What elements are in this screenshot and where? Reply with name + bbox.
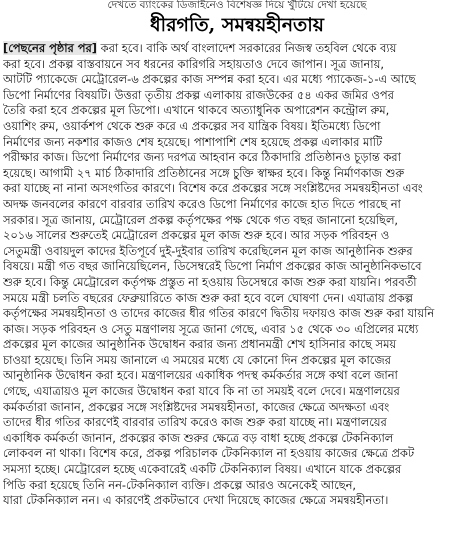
article-line: সরকার। সূত্র জানায়, মেট্রোরেল প্রকল্প কর্তৃপক্ষের পক্ষ থেকে গত বছর জানানো হয়েছিল, (3, 212, 399, 227)
article-line: নির্মাণের জন্য নকশার কাজও শেষ হয়েছে। পাশাপাশি শেষ হয়েছে প্রকল্প এলাকার মাটি (3, 134, 383, 149)
article-line: করা যাচ্ছে না নানা অসংগতির কারণে। বিশেষ করে প্রকল্পের সঙ্গে সংশ্লিষ্টদের সমন্বয়হীনতা এবং (3, 181, 423, 196)
article-body (3, 41, 471, 541)
article-line: শুরু হবে। কিন্তু মেট্রোরেল কর্তৃপক্ষ প্রস্তুত না হওয়ায় ডিসেম্বরে কাজ শুরু করা যায়নি। পরবর্তী (3, 274, 417, 289)
continued-label: [পেছনের পৃষ্ঠার পর] (3, 41, 97, 55)
article-line: চাওয়া হয়েছে। তিনি সময় জানালে এ সময়ের মধ্যে যে কোনো দিন প্রকল্পের মূল কাজের (3, 352, 391, 367)
article-line: ২০১৬ সালের শুরুতেই মেট্রোরেল প্রকল্পের মূল কাজ শুরু হবে। আর সড়ক পরিবহন ও (3, 228, 390, 243)
article-line: কর্মকর্তারা জানান, প্রকল্পের সঙ্গে সংশ্লিষ্টদের সমন্বয়হীনতা, কাজের ক্ষেত্রে অদক্ষতা এবং (3, 399, 390, 414)
article-line: বিষয়ে। মন্ত্রী গত বছর জানিয়েছিলেন, ডিসেম্বরেই ডিপো নির্মাণ প্রকল্পের কাজ আনুষ্ঠানিকভাবে (3, 259, 422, 274)
article-line: যারা টেকনিক্যাল নন। এ কারণেই প্রকটভাবে দেখা দিয়েছে কাজের ক্ষেত্রে সমন্বয়হীনতা। (3, 493, 389, 508)
article-line (3, 41, 471, 57)
article-line: আটটি প্যাকেজে মেট্রোরেল-৬ প্রকল্পের কাজ সম্পন্ন করা হবে। এর মধ্যে প্যাকেজ-১-এ আছে (3, 72, 416, 87)
article-line: হয়েছে। আগামী ২৭ মার্চ ঠিকাদারি প্রতিষ্ঠানের সঙ্গে চুক্তি স্বাক্ষর হবে। কিন্তু নির্মাণকাজ শুরু (3, 165, 405, 180)
article-line: তাদের ধীর গতির কারণেই বারবার তারিখ করেও কাজ শুরু করা যাচ্ছে না। মন্ত্রণালয়ের (3, 415, 387, 430)
article-line: গেছে, এযাত্রায়ও মূল কাজের উদ্বোধন করা যাবে কি না তা সময়ই বলে দেবে। মন্ত্রণালয়ের (3, 384, 400, 399)
article-line: সেতুমন্ত্রী ওবায়দুল কাদের ইতিপূর্বে দুই-দুইবার তারিখ করেছিলেন মূল কাজ আনুষ্ঠানিক শুরুর (3, 243, 413, 258)
headline: ধীরগতি, সমন্বয়হীনতায় (150, 14, 324, 36)
article-line: পরীক্ষার কাজ। ডিপো নির্মাণের জন্য দরপত্র আহবান করে ঠিকাদারি প্রতিষ্ঠানও চূড়ান্ত করা (3, 150, 401, 165)
article-line: করা হবে। প্রকল্প বাস্তবায়নে সব ধরনের কারিগরি সহায়তাও দেবে জাপান। সূত্র জানায়, (3, 56, 384, 71)
top-cut-text: দেখতে ব্যাংকের ডিজাইনেও বিশেষজ্ঞ দিয়ে খুঁটিয়ে দেখা হয়েছে (107, 0, 367, 11)
article-line: ডিপো নির্মাণের বিষয়টি। উত্তরা তৃতীয় প্রকল্প এলাকায় রাজউকের ৫৪ একর জমির ওপর (3, 87, 394, 102)
article-line: অদক্ষ জনবলের কারণে বারবার তারিখ করেও ডিপো নির্মাণের কাজে হাত দিতে পারছে না (3, 196, 401, 211)
article-line: কর্তৃপক্ষের সমন্বয়হীনতা ও তাদের কাজের ধীর গতির কারণে দ্বিতীয় দফায়ও কাজ শুরু করা যায়নি (3, 306, 435, 321)
article-line: পিডি করা হয়েছে তিনি নন-টেকনিক্যাল ব্যক্তি। প্রকল্পে আরও অনেকেই আছেন, (3, 477, 357, 492)
article-line: কাজ। সড়ক পরিবহন ও সেতু মন্ত্রণালয় সূত্রে জানা গেছে, এবার ১৫ থেকে ৩০ এপ্রিলের মধ্যে (3, 321, 419, 336)
article-line: আনুষ্ঠানিক উদ্বোধন করা হবে। মন্ত্রণালয়ের একাধিক পদস্থ কর্মকর্তার সঙ্গে কথা বলে জানা (3, 368, 398, 383)
article-line: প্রকল্পের মূল কাজের আনুষ্ঠানিক উদ্বোধন করার জন্য প্রধানমন্ত্রী শেখ হাসিনার কাছে সময় (3, 337, 397, 352)
article-line: তৈরি করা হবে প্রকল্পের মূল ডিপো। এখানে থাকবে অত্যাধুনিক অপারেশন কন্ট্রোল রুম, (3, 103, 390, 118)
article-line-text: করা হবে। বাকি অর্থ বাংলাদেশ সরকারের নিজস্ব তহবিল থেকে ব্যয় (100, 41, 397, 55)
article-line: লোকবল না থাকা। বিশেষ করে, প্রকল্প পরিচালক টেকনিক্যাল না হওয়ায় কাজের ক্ষেত্রে প্রকট (3, 446, 415, 461)
article-line: সমস্যা হচ্ছে। মেট্রোরেল হচ্ছে একেবারেই একটি টেকনিক্যাল বিষয়। এখানে যাকে প্রকল্পের (3, 462, 402, 477)
article-line: সময়ে মন্ত্রী চলতি বছরের ফেব্রুয়ারিতে কাজ শুরু করা হবে বলে ঘোষণা দেন। এযাত্রায় প্রকল্প (3, 290, 413, 305)
article-line: ওয়াশিং রুম, ওয়ার্কশপ থেকে শুরু করে এ প্রকল্পের সব যান্ত্রিক বিষয়। ইতিমধ্যে ডিপো (3, 118, 381, 133)
article-line: একাধিক কর্মকর্তা জানান, প্রকল্পের কাজ শুরুর ক্ষেত্রে বড় বাধা হচ্ছে প্রকল্পে টেকনিক্যাল (3, 430, 394, 445)
